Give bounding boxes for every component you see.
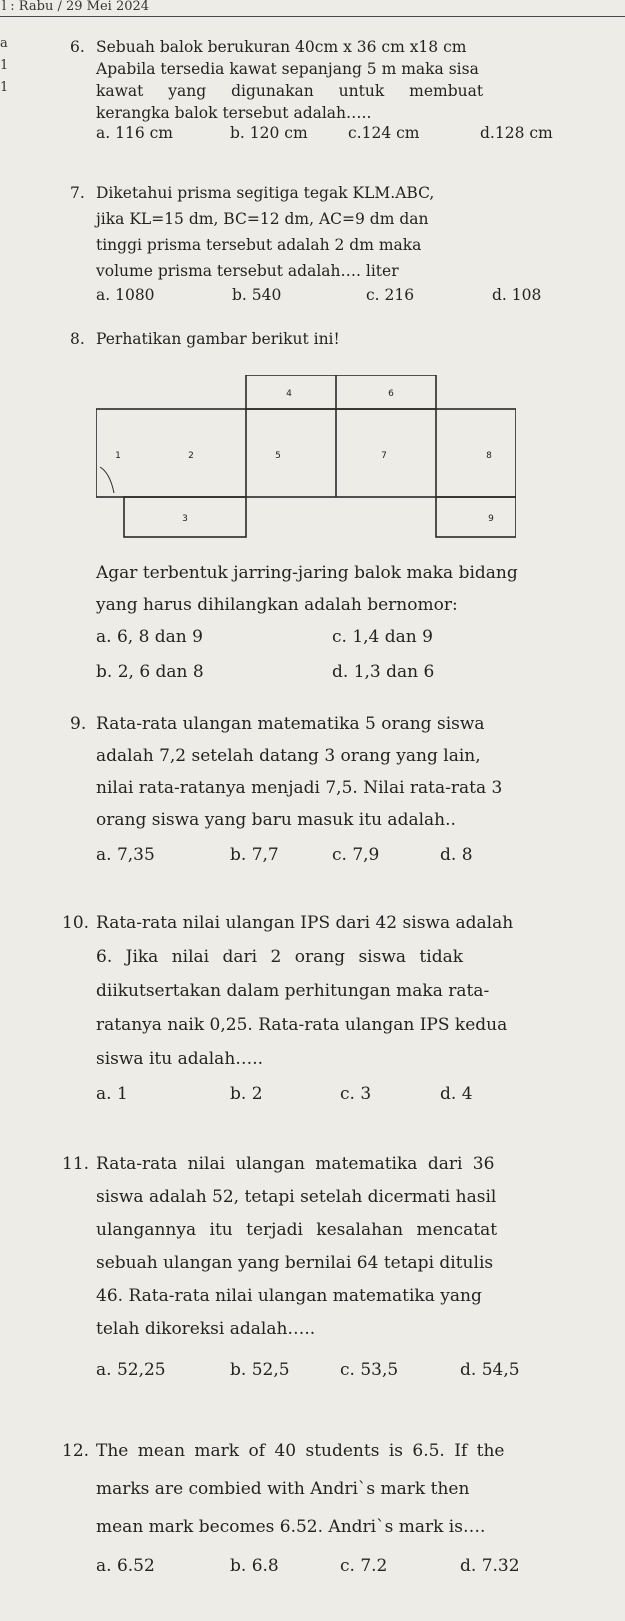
option-a: a. 52,25 <box>96 1360 166 1380</box>
text-line: ratanya naik 0,25. Rata-rata ulangan IPS kedua <box>96 1015 508 1035</box>
net-label-4: 4 <box>286 389 292 399</box>
question-number: 12. <box>62 1441 90 1461</box>
question-text <box>96 906 611 1076</box>
cuboid-net-figure <box>96 375 516 550</box>
margin-mark: 1 <box>0 80 9 95</box>
question-number: 8. <box>70 330 85 348</box>
net-label-6: 6 <box>388 389 394 399</box>
page-header-date: l : Rabu / 29 Mei 2024 <box>0 0 625 17</box>
text-line: telah dikoreksi adalah….. <box>96 1319 316 1339</box>
pencil-mark <box>100 467 114 493</box>
option-c: c. 1,4 dan 9 <box>332 627 433 647</box>
net-label-9: 9 <box>488 514 494 524</box>
option-b: b. 52,5 <box>230 1360 290 1380</box>
margin-mark: 1 <box>0 58 9 73</box>
question-number: 7. <box>70 184 85 202</box>
option-c: c. 7,9 <box>332 845 380 865</box>
net-label-2: 2 <box>188 451 194 461</box>
option-a: a. 1 <box>96 1084 128 1104</box>
question-text <box>96 557 606 621</box>
text-line: kerangka balok tersebut adalah….. <box>96 104 372 122</box>
question-number: 10. <box>62 913 90 933</box>
option-d: d. 108 <box>492 286 542 304</box>
net-label-8: 8 <box>486 451 492 461</box>
question-number: 9. <box>70 714 87 734</box>
net-face-top-strip <box>246 375 436 409</box>
option-b: b. 540 <box>232 286 282 304</box>
question-text <box>96 1148 611 1346</box>
text-line: jika KL=15 dm, BC=12 dm, AC=9 dm dan <box>96 210 429 228</box>
text-line: sebuah ulangan yang bernilai 64 tetapi ditulis <box>96 1253 494 1273</box>
net-label-5: 5 <box>275 451 281 461</box>
net-label-7: 7 <box>381 451 387 461</box>
question-text <box>96 708 611 836</box>
question-text <box>96 180 556 284</box>
text-line: orang siswa yang baru masuk itu adalah.. <box>96 810 456 830</box>
option-d: d. 8 <box>440 845 473 865</box>
option-a: a. 7,35 <box>96 845 155 865</box>
text-line: Rata-rata ulangan matematika 5 orang siswa <box>96 714 485 734</box>
question-text: Perhatikan gambar berikut ini! <box>96 330 340 348</box>
option-a: a. 6, 8 dan 9 <box>96 627 203 647</box>
text-line: The mean mark of 40 students is 6.5. If the <box>96 1441 505 1461</box>
text-line: tinggi prisma tersebut adalah 2 dm maka <box>96 236 422 254</box>
text-line: nilai rata-ratanya menjadi 7,5. Nilai rata-rata 3 <box>96 778 503 798</box>
net-label-1: 1 <box>115 451 121 461</box>
text-line: Sebuah balok berukuran 40cm x 36 cm x18 cm <box>96 38 467 56</box>
net-label-3: 3 <box>182 514 188 524</box>
option-d: d. 54,5 <box>460 1360 520 1380</box>
option-c: c. 3 <box>340 1084 372 1104</box>
option-d: d. 1,3 dan 6 <box>332 662 435 682</box>
option-d: d.128 cm <box>480 124 553 142</box>
text-line: yang harus dihilangkan adalah bernomor: <box>96 595 458 615</box>
text-line: ulangannya itu terjadi kesalahan mencatat <box>96 1220 498 1240</box>
text-line: siswa itu adalah….. <box>96 1049 264 1069</box>
option-d: d. 7.32 <box>460 1556 520 1576</box>
option-b: b. 2, 6 dan 8 <box>96 662 204 682</box>
text-line: siswa adalah 52, tetapi setelah dicermati hasil <box>96 1187 497 1207</box>
text-line: 46. Rata-rata nilai ulangan matematika yang <box>96 1286 482 1306</box>
option-a: a. 6.52 <box>96 1556 155 1576</box>
option-a: a. 116 cm <box>96 124 173 142</box>
option-c: c.124 cm <box>348 124 420 142</box>
option-c: c. 53,5 <box>340 1360 399 1380</box>
text-line: Rata-rata nilai ulangan matematika dari 36 <box>96 1154 495 1174</box>
margin-mark: a <box>0 36 8 51</box>
question-text <box>96 1432 611 1546</box>
question-number: 11. <box>62 1154 90 1174</box>
option-b: b. 7,7 <box>230 845 279 865</box>
question-number: 6. <box>70 38 85 56</box>
option-b: b. 2 <box>230 1084 263 1104</box>
option-b: b. 120 cm <box>230 124 308 142</box>
question-text <box>96 36 556 124</box>
option-c: c. 216 <box>366 286 415 304</box>
option-d: d. 4 <box>440 1084 473 1104</box>
text-line: kawat yang digunakan untuk membuat <box>96 82 484 100</box>
net-face-9 <box>436 497 516 537</box>
option-c: c. 7.2 <box>340 1556 388 1576</box>
net-drawing <box>96 375 516 550</box>
net-face-middle-strip <box>96 409 516 497</box>
text-line: marks are combied with Andri`s mark then <box>96 1479 470 1499</box>
text-line: mean mark becomes 6.52. Andri`s mark is…. <box>96 1517 486 1537</box>
text-line: diikutsertakan dalam perhitungan maka rata- <box>96 981 490 1001</box>
text-line: Diketahui prisma segitiga tegak KLM.ABC, <box>96 184 435 202</box>
text-line: Agar terbentuk jarring-jaring balok maka bidang <box>96 563 518 583</box>
text-line: Apabila tersedia kawat sepanjang 5 m maka sisa <box>96 60 479 78</box>
text-line: Rata-rata nilai ulangan IPS dari 42 siswa adalah <box>96 913 514 933</box>
option-b: b. 6.8 <box>230 1556 279 1576</box>
text-line: 6. Jika nilai dari 2 orang siswa tidak <box>96 947 464 967</box>
option-a: a. 1080 <box>96 286 155 304</box>
text-line: volume prisma tersebut adalah…. liter <box>96 262 399 280</box>
text-line: adalah 7,2 setelah datang 3 orang yang lain, <box>96 746 481 766</box>
